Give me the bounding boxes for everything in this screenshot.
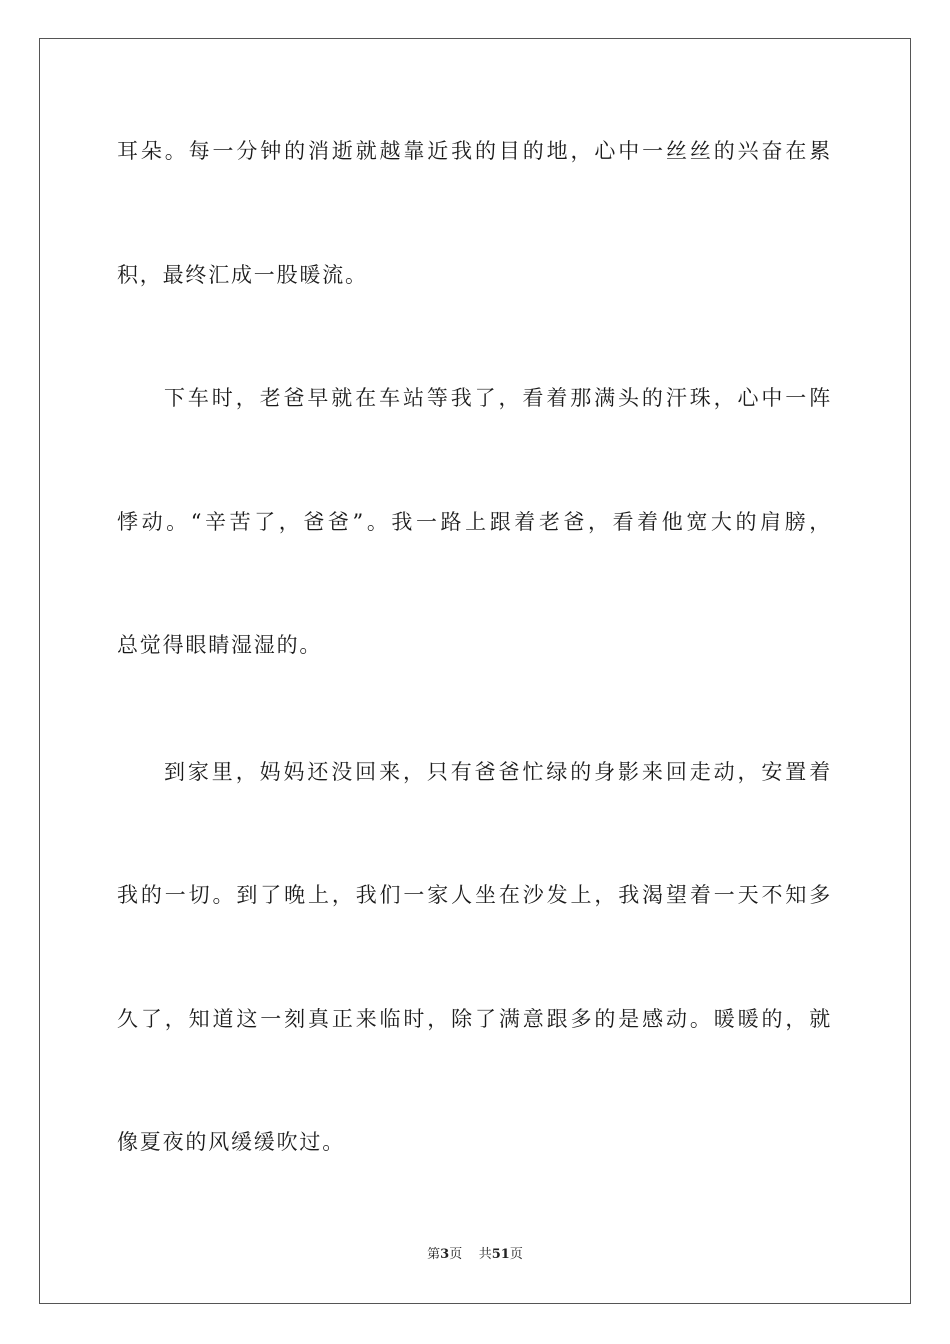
text-line-3: 下车时，老爸早就在车站等我了，看着那满头的汗珠，心中一阵 (164, 386, 832, 410)
page-footer (0, 1246, 950, 1264)
text-line-2: 积，最终汇成一股暖流。 (117, 263, 368, 287)
text-line-9: 像夏夜的风缓缓吹过。 (117, 1130, 345, 1154)
page-frame (39, 38, 911, 1304)
page-prefix: 第 (427, 1247, 441, 1262)
text-line-7: 我的一切。到了晚上，我们一家人坐在沙发上，我渴望着一天不知多 (117, 883, 832, 907)
text-line-8: 久了，知道这一刻真正来临时，除了满意跟多的是感动。暖暖的，就 (117, 1007, 832, 1031)
text-line-1: 耳朵。每一分钟的消逝就越靠近我的目的地，心中一丝丝的兴奋在累 (117, 139, 832, 163)
text-line-4: 悸动。“辛苦了，爸爸”。我一路上跟着老爸，看着他宽大的肩膀， (117, 510, 832, 534)
text-line-6: 到家里，妈妈还没回来，只有爸爸忙绿的身影来回走动，安置着 (164, 760, 832, 784)
page-suffix: 页 (449, 1247, 463, 1262)
total-suffix: 页 (509, 1247, 523, 1262)
total-prefix: 共 (478, 1247, 492, 1262)
total-pages: 51 (491, 1247, 510, 1262)
text-line-5: 总觉得眼睛湿湿的。 (117, 633, 323, 657)
page-number: 3 (440, 1247, 450, 1262)
